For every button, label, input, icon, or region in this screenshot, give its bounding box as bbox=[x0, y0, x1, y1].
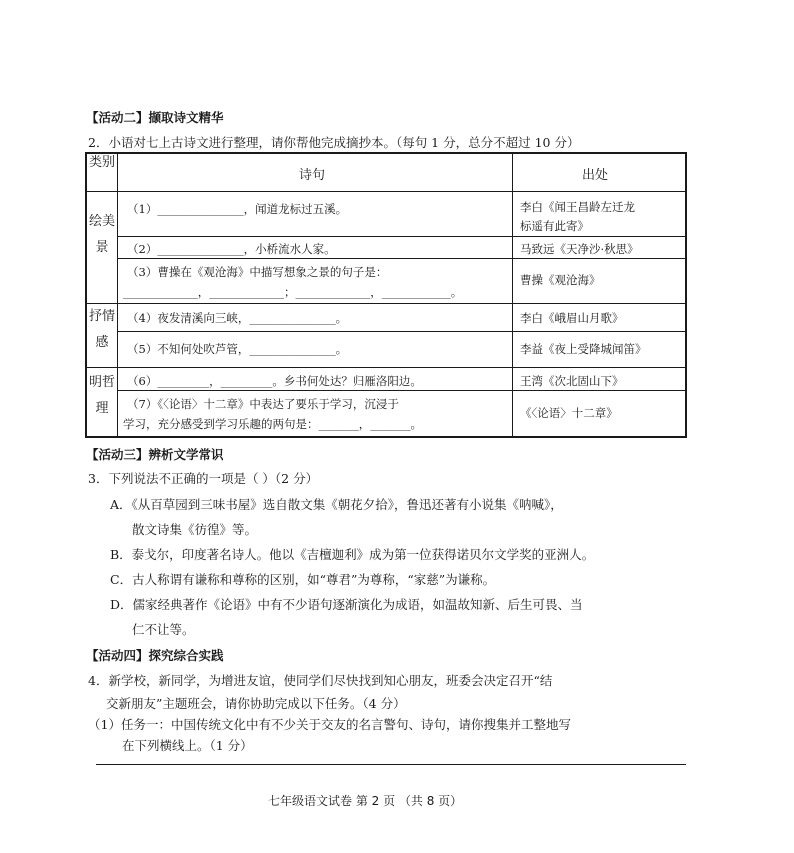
table-row-2-source: 马致远《天净沙·秋思》 bbox=[520, 242, 639, 256]
category-scenery: 绘美景 bbox=[88, 214, 115, 255]
question-3-prompt: 3．下列说法不正确的一项是（ ）（2 分） bbox=[88, 471, 319, 486]
section-4-heading: 【活动四】探究综合实践 bbox=[86, 648, 224, 663]
table-divider bbox=[117, 154, 118, 436]
option-d: D．儒家经典著作《论语》中有不少语句逐渐演化为成语，如温故知新、后生可畏、当 bbox=[110, 597, 583, 612]
table-row-4-source: 李白《峨眉山月歌》 bbox=[520, 311, 624, 325]
question-2-prompt: 2．小语对七上古诗文进行整理，请你帮他完成摘抄本。（每句 1 分，总分不超过 10 分） bbox=[88, 135, 580, 150]
task-1-prompt: （1）任务一：中国传统文化中有不少关于交友的名言警句、诗句，请你搜集并工整地写 bbox=[88, 717, 571, 732]
table-row-6-source: 王湾《次北固山下》 bbox=[520, 374, 624, 388]
table-divider bbox=[512, 154, 513, 436]
category-philosophy: 明哲理 bbox=[88, 375, 115, 416]
section-2-heading: 【活动二】撷取诗文精华 bbox=[86, 110, 224, 125]
poetry-table bbox=[85, 152, 687, 438]
table-divider bbox=[117, 236, 685, 237]
table-row-3-line: （3）曹操在《观沧海》中描写想象之景的句子是： bbox=[127, 265, 388, 279]
option-b: B．泰戈尔，印度著名诗人。他以《吉檀迦利》成为第一位获得诺贝尔文学奖的亚洲人。 bbox=[110, 547, 595, 562]
table-row-3-blanks: _____________，_____________；_____________，____________。 bbox=[123, 285, 463, 299]
table-row-5-source: 李益《夜上受降城闻笛》 bbox=[520, 342, 647, 356]
table-row-1-line: （1）_______________，闻道龙标过五溪。 bbox=[127, 202, 348, 216]
table-row-1-source: 李白《闻王昌龄左迁龙 bbox=[520, 200, 635, 214]
category-emotion: 抒情感 bbox=[88, 309, 115, 350]
table-divider bbox=[87, 191, 685, 192]
page-divider bbox=[96, 764, 686, 765]
question-4-prompt-cont: 交新朋友”主题班会，请你协助完成以下任务。（4 分） bbox=[106, 696, 406, 711]
table-divider bbox=[117, 390, 685, 391]
header-source: 出处 bbox=[582, 168, 609, 183]
table-row-7-source: 《〈论语〉十二章》 bbox=[520, 406, 618, 420]
table-divider bbox=[87, 367, 685, 368]
question-4-prompt: 4．新学校，新同学，为增进友谊，使同学们尽快找到知心朋友，班委会决定召开“结 bbox=[88, 673, 553, 688]
table-row-7-line: （7）《〈论语〉十二章》中表达了要乐于学习，沉浸于 bbox=[127, 397, 399, 411]
header-poem: 诗句 bbox=[299, 168, 326, 183]
option-a-cont: 散文诗集《彷徨》等。 bbox=[132, 522, 258, 537]
option-d-cont: 仁不让等。 bbox=[132, 622, 195, 637]
table-row-2-line: （2）_______________，小桥流水人家。 bbox=[127, 242, 336, 256]
table-row-7-line-cont: 学习，充分感受到学习乐趣的两句是：_______，_______。 bbox=[123, 417, 422, 431]
option-c: C．古人称谓有谦称和尊称的区别，如“尊君”为尊称，“家慈”为谦称。 bbox=[110, 572, 496, 587]
task-1-prompt-cont: 在下列横线上。（1 分） bbox=[122, 738, 253, 753]
section-3-heading: 【活动三】辨析文学常识 bbox=[86, 447, 224, 462]
table-divider bbox=[87, 303, 685, 304]
table-row-4-line: （4）夜发清溪向三峡，_______________。 bbox=[127, 311, 348, 325]
option-a: A．《从百草园到三味书屋》选自散文集《朝花夕拾》，鲁迅还著有小说集《呐喊》， bbox=[110, 497, 563, 512]
table-row-3-source: 曹操《观沧海》 bbox=[520, 273, 601, 287]
table-row-6-line: （6）_________，_________。乡书何处达？归雁洛阳边。 bbox=[127, 374, 422, 388]
table-row-5-line: （5）不知何处吹芦管，_______________。 bbox=[127, 342, 348, 356]
table-divider bbox=[117, 258, 685, 259]
table-divider bbox=[117, 331, 685, 332]
table-row-1-source-cont: 标遥有此寄》 bbox=[520, 219, 589, 233]
page-footer: 七年级语文试卷 第 2 页 （共 8 页） bbox=[268, 794, 463, 808]
header-category: 类别 bbox=[88, 155, 115, 170]
